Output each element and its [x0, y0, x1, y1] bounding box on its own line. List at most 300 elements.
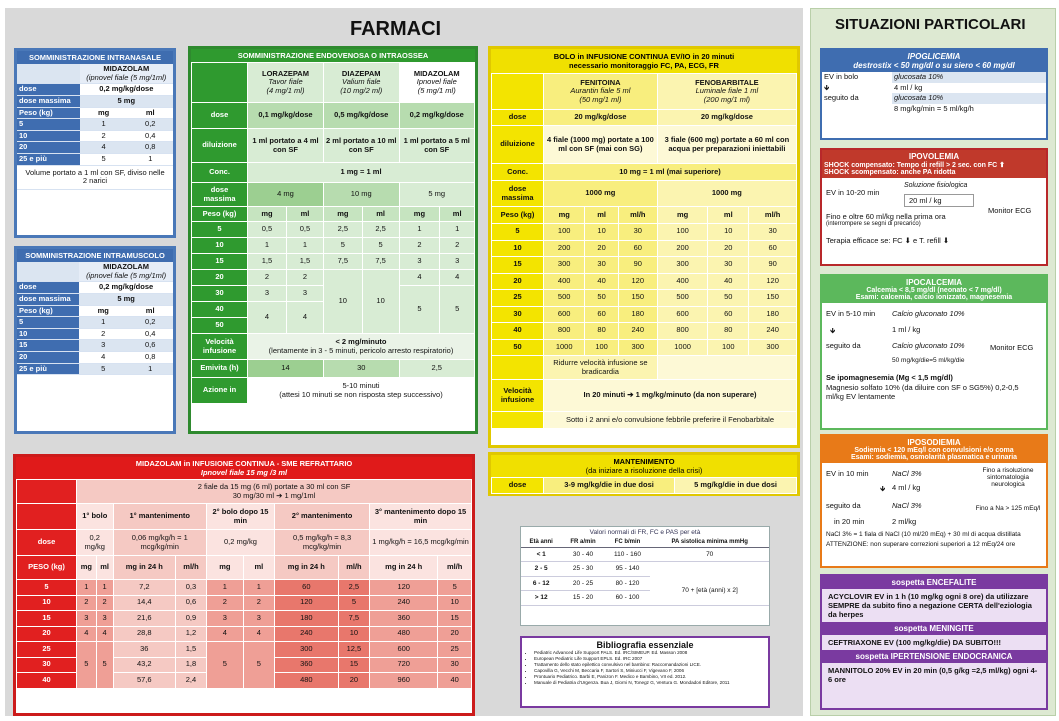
- prep-line: 2 fiale da 15 mg (6 ml) portate a 30 ml con SF: [197, 481, 351, 491]
- card-title: IPOVOLEMIA: [908, 152, 960, 161]
- table-cell: 600: [657, 306, 708, 323]
- hypoglycemia-table: [822, 72, 1046, 115]
- table-cell: 10: [323, 270, 362, 334]
- velocity-value: In 20 minuti ➔ 1 mg/kg/minuto (da non superare): [544, 380, 797, 412]
- table-cell: > 12: [521, 591, 561, 605]
- phase-header: 3° mantenimento dopo 15 min: [370, 504, 472, 530]
- col-header: mg: [206, 556, 243, 580]
- card-line: SHOCK compensato: Tempo di refill > 2 sec. con FC ⬆: [824, 162, 1005, 169]
- dilution-value: 1 ml portato a 4 ml con SF: [248, 129, 324, 163]
- bolus-note: Sotto i 2 anni e/o convulsione febbrile preferire il Fenobarbitale: [544, 412, 797, 429]
- table-cell: 1: [127, 363, 173, 375]
- table-cell: 40: [708, 273, 749, 290]
- table-cell: 1: [96, 580, 113, 596]
- table-cell: 3: [286, 286, 323, 302]
- table-cell: 30: [17, 657, 77, 673]
- dilution-label: diluizione: [492, 126, 544, 164]
- step-value: 8 mg/kg/min = 5 ml/kg/h: [894, 103, 974, 113]
- arrow-down-icon: 🡻: [880, 484, 886, 493]
- table-cell: 0,9: [176, 611, 207, 627]
- table-cell: 25 - 30: [561, 562, 604, 576]
- table-cell: 50: [192, 318, 248, 334]
- table-cell: 10: [17, 595, 77, 611]
- dose-value: 0,1 mg/kg/dose: [248, 103, 324, 129]
- dose-value: 3-9 mg/kg/die in due dosi: [544, 478, 675, 494]
- iv-box: [188, 46, 478, 434]
- table-cell: 5: [17, 119, 80, 131]
- table-cell: 1: [128, 154, 173, 166]
- table-cell: 2,4: [176, 673, 207, 689]
- table-cell: 480: [370, 626, 438, 642]
- table-cell: 5: [206, 642, 243, 689]
- step-value: NaCl 3%: [892, 469, 922, 478]
- table-cell: 5: [440, 286, 475, 334]
- table-cell: 20: [708, 240, 749, 257]
- table-cell: 2: [80, 130, 128, 142]
- bolus-subtitle: necessario monitoraggio FC, PA, ECG, FR: [569, 61, 719, 70]
- table-cell: 60: [275, 580, 339, 596]
- card-title: IPOCALCEMIA: [906, 278, 962, 287]
- step-value: 50 mg/kg/die=5 ml/kg/die: [892, 357, 965, 364]
- dose-value: 0,2 mg/kg: [206, 530, 274, 556]
- dose-value: 20 mg/kg/dose: [657, 110, 796, 126]
- table-cell: 2: [399, 238, 440, 254]
- table-cell: 0,4: [128, 130, 173, 142]
- table-cell: 5: [399, 286, 440, 334]
- table-cell: 360: [275, 657, 339, 673]
- table-cell: 180: [749, 306, 797, 323]
- bolus-box: [488, 46, 800, 448]
- table-cell: 40: [492, 323, 544, 340]
- dose-label: dose: [492, 110, 544, 126]
- table-cell: 60: [749, 240, 797, 257]
- table-cell: 30: [192, 286, 248, 302]
- condition-note: Fino a Na > 125 mEq/l: [975, 505, 1041, 512]
- dose-value: 5 mg/kg/die in due dosi: [675, 478, 797, 494]
- table-cell: 1: [206, 580, 243, 596]
- hypocalcemia-card: [820, 274, 1048, 430]
- max-value: 1000 mg: [544, 181, 658, 207]
- table-cell: 0,6: [176, 595, 207, 611]
- card-note: Se ipomagnesemia (Mg < 1,5 mg/dl): [826, 373, 953, 382]
- table-cell: 3: [77, 611, 97, 627]
- table-cell: 10: [17, 328, 79, 340]
- table-cell: 57,6: [113, 673, 176, 689]
- half-life-value: 2,5: [399, 360, 474, 378]
- arrow-down-icon: 🡻: [830, 326, 836, 335]
- table-cell: 20: [438, 626, 472, 642]
- table-cell: 40: [585, 273, 618, 290]
- dose-value: 0,2 mg/kg/dose: [79, 282, 173, 294]
- table-cell: 0,2: [128, 119, 173, 131]
- table-cell: 5: [338, 595, 369, 611]
- bibliography-item: • European Pediatric Life Support EPLS. Ed. IRC 2007: [534, 656, 764, 662]
- table-cell: 80: [585, 323, 618, 340]
- table-cell: 15: [338, 657, 369, 673]
- table-cell: 21,6: [113, 611, 176, 627]
- table-cell: 30: [708, 257, 749, 274]
- table-cell: 25: [492, 290, 544, 307]
- step-value: glucosata 10%: [892, 72, 1046, 83]
- drug-sub: Valium fiale: [341, 77, 381, 87]
- card-text: CEFTRIAXONE EV (100 mg/kg/die) DA SUBITO!!!: [828, 638, 1001, 647]
- card-line: Calcemia < 8,5 mg/dl (neonato < 7 mg/dl): [866, 287, 1002, 294]
- infusion-title: MIDAZOLAM in INFUSIONE CONTINUA - SME REFRATTARIO: [135, 459, 353, 468]
- table-cell: 28,8: [113, 626, 176, 642]
- step-value: glucosata 10%: [892, 93, 1046, 104]
- table-cell: 3: [79, 340, 127, 352]
- table-cell: 60 - 100: [605, 591, 651, 605]
- card-text: MANNITOLO 20% EV in 20 min (0,5 g/kg =2,5 ml/kg) ogni 4-6 ore: [828, 666, 1038, 684]
- table-cell: 800: [544, 323, 585, 340]
- table-cell: 25 e più: [17, 363, 79, 375]
- table-cell: 1: [80, 119, 128, 131]
- table-cell: 20: [338, 673, 369, 689]
- phase-header: 1° bolo: [77, 504, 114, 530]
- max-value: 10 mg: [323, 183, 399, 207]
- table-cell: 50: [585, 290, 618, 307]
- table-cell: 960: [370, 673, 438, 689]
- table-cell: 60: [618, 240, 657, 257]
- table-cell: 20: [192, 270, 248, 286]
- step-note: Terapia efficace se: FC ⬇ e T. refill ⬇: [826, 236, 950, 245]
- table-cell: 2: [286, 270, 323, 286]
- conc-label: Conc.: [492, 164, 544, 181]
- table-cell: 30: [492, 306, 544, 323]
- midazolam-infusion-box: [13, 454, 475, 716]
- page-title: FARMACI: [350, 18, 442, 40]
- col-header: ml/h: [438, 556, 472, 580]
- drug-name: FENITOINA: [580, 77, 621, 87]
- table-cell: 15 - 20: [561, 591, 604, 605]
- table-cell: 30: [585, 257, 618, 274]
- hyponatremia-card: [820, 434, 1048, 568]
- col-header: PA sistolica minima mmHg: [650, 538, 769, 547]
- drug-sub: (ipnovel fiale (5 mg/1ml): [86, 270, 167, 280]
- dose-value: 0,5 mg/kg/dose: [323, 103, 399, 129]
- drug-sub: Luminale fiale 1 ml: [695, 86, 759, 96]
- col-header: ml/h: [338, 556, 369, 580]
- table-cell: 0,4: [127, 328, 173, 340]
- table-cell: 3: [440, 254, 475, 270]
- col-header: Età anni: [521, 538, 561, 547]
- table-cell: 2: [206, 595, 243, 611]
- table-cell: 120: [275, 595, 339, 611]
- table-cell: 70: [650, 547, 769, 561]
- table-cell: 1: [440, 222, 475, 238]
- table-cell: 800: [657, 323, 708, 340]
- table-cell: 1000: [544, 339, 585, 356]
- table-cell: 5: [438, 580, 472, 596]
- col-header: ml: [243, 556, 274, 580]
- table-cell: 15: [17, 611, 77, 627]
- intranasal-box: [14, 48, 176, 238]
- table-cell: 4: [80, 142, 128, 154]
- table-cell: 110 - 160: [605, 547, 651, 561]
- table-cell: 0,8: [127, 352, 173, 364]
- table-cell: 1: [79, 317, 127, 329]
- table-cell: 20: [492, 273, 544, 290]
- conc-value: 1 mg = 1 ml: [248, 163, 475, 183]
- dose-value: 0,06 mg/kg/h = 1 mcg/kg/min: [113, 530, 206, 556]
- card-note: ATTENZIONE: non superare correzioni superiori a 12 mEq/24 ore: [826, 541, 1016, 548]
- maintenance-subtitle: (da iniziare a risoluzione della crisi): [585, 466, 703, 475]
- conc-value: 10 mg = 1 ml (mai superiore): [544, 164, 797, 181]
- card-line: Esami: sodiemia, osmolarità plasmatica e urinaria: [850, 454, 1018, 461]
- condition-note: Fino a risoluzione sintomatologia neurologica: [982, 467, 1034, 488]
- maintenance-box: [488, 452, 800, 496]
- dilution-value: 3 fiale (600 mg) portate a 60 ml con acqua per preparazioni iniettabili: [657, 126, 796, 164]
- table-cell: 3: [96, 611, 113, 627]
- step-value: 2 ml/kg: [892, 517, 917, 526]
- table-cell: 4: [440, 270, 475, 286]
- table-cell: 20: [17, 626, 77, 642]
- col-header: mg in 24 h: [113, 556, 176, 580]
- table-cell: 7,2: [113, 580, 176, 596]
- dose-label: dose: [17, 530, 77, 556]
- table-cell: 5: [96, 642, 113, 689]
- table-cell: 4: [286, 302, 323, 334]
- intramuscular-box: [14, 246, 176, 434]
- intranasal-table: [17, 64, 173, 190]
- col-header: mg: [399, 207, 440, 222]
- bibliography-item: • Trattamento dello stato epilettico convulsivo nel bambino: Raccomandazioni LICE.: [534, 662, 764, 668]
- card-line: Esami: calcemia, calcio ionizzato, magnesemia: [855, 294, 1013, 301]
- table-cell: 200: [657, 240, 708, 257]
- table-cell: 7,5: [338, 611, 369, 627]
- table-cell: 180: [618, 306, 657, 323]
- hypovolemia-card: [820, 148, 1048, 266]
- table-cell: 5: [80, 154, 128, 166]
- col-header: ml: [708, 207, 749, 224]
- drug-sub: (10 mg/2 ml): [340, 85, 383, 95]
- velocity-label: Velocità infusione: [192, 334, 248, 360]
- card-title: IPOGLICEMIA: [907, 52, 961, 61]
- col-header: ml: [96, 556, 113, 580]
- table-cell: 25: [17, 642, 77, 658]
- table-cell: 3: [399, 254, 440, 270]
- hypoglycemia-card: [820, 48, 1048, 140]
- col-header: Peso (kg): [192, 207, 248, 222]
- bibliography-item: • Pediatric Advanced Life Support PALS. Ed. IRC/SIMEUP. Ed. Masson 2008: [534, 650, 764, 656]
- col-header: mg: [657, 207, 708, 224]
- table-cell: 3: [248, 286, 287, 302]
- step-value: NaCl 3%: [892, 501, 922, 510]
- table-cell: 5: [362, 238, 399, 254]
- col-header: ml: [362, 207, 399, 222]
- table-cell: 7,5: [323, 254, 362, 270]
- table-cell: 300: [657, 257, 708, 274]
- action-label: Azione in: [192, 378, 248, 404]
- col-header: mg: [77, 556, 97, 580]
- step-label: in 20 min: [834, 517, 865, 526]
- step-note: (interrompere se segni di precarico): [826, 221, 921, 227]
- max-value: 5 mg: [79, 293, 173, 305]
- table-cell: 100: [544, 224, 585, 241]
- table-cell: 2,5: [362, 222, 399, 238]
- table-cell: 400: [657, 273, 708, 290]
- bradycardia-note: Ridurre velocità infusione se bradicardia: [544, 356, 658, 380]
- table-cell: 60: [708, 306, 749, 323]
- maintenance-title: MANTENIMENTO: [613, 457, 675, 466]
- step-value: 20 ml / kg: [904, 194, 974, 207]
- col-header: mg: [79, 305, 127, 317]
- table-cell: 0,5: [248, 222, 287, 238]
- table-cell: 4: [243, 626, 274, 642]
- max-value: 1000 mg: [657, 181, 796, 207]
- table-cell: 5: [323, 238, 362, 254]
- step-note: Fino e oltre 60 ml/kg nella prima ora: [826, 212, 946, 221]
- table-cell: 480: [275, 673, 339, 689]
- side-title: SITUAZIONI PARTICOLARI: [835, 16, 1026, 33]
- table-cell: 2: [77, 595, 97, 611]
- table-cell: 10: [17, 130, 80, 142]
- prep-line: 30 mg/30 ml ➔ 1 mg/1ml: [232, 490, 316, 500]
- col-header: ml: [127, 305, 173, 317]
- action-value: 5-10 minuti: [342, 380, 380, 390]
- table-cell: 300: [544, 257, 585, 274]
- table-cell: 60: [585, 306, 618, 323]
- table-cell: 100: [585, 339, 618, 356]
- table-cell: 1: [243, 580, 274, 596]
- dose-value: 0,2 mg/kg: [77, 530, 114, 556]
- table-cell: 240: [275, 626, 339, 642]
- max-value: 5 mg: [80, 95, 173, 107]
- table-cell: 2: [440, 238, 475, 254]
- bibliography-box: [520, 636, 770, 708]
- step-label: seguito da: [826, 501, 861, 510]
- table-cell: 5: [192, 222, 248, 238]
- col-header: mg in 24 h: [370, 556, 438, 580]
- table-cell: 300: [618, 339, 657, 356]
- table-cell: 5: [243, 642, 274, 689]
- col-header: mg in 24 h: [275, 556, 339, 580]
- vitals-box: [520, 526, 770, 626]
- max-value: 4 mg: [248, 183, 324, 207]
- step-value: Soluzione fisiologica: [904, 182, 968, 189]
- step-value: Calcio gluconato 10%: [892, 341, 965, 350]
- card-note: NaCl 3% = 1 fiala di NaCl (10 ml/20 mEq) + 30 ml di acqua distillata: [826, 531, 1021, 538]
- velocity-label: Velocità infusione: [492, 380, 544, 412]
- card-note: Magnesio solfato 10% (da diluire con SF o SG5%) 0,2-0,5 ml/kg EV lentamente: [826, 383, 1019, 401]
- table-cell: 10: [362, 270, 399, 334]
- col-header: ml/h: [749, 207, 797, 224]
- table-cell: 10: [338, 626, 369, 642]
- dose-value: 20 mg/kg/dose: [544, 110, 658, 126]
- table-cell: 300: [749, 339, 797, 356]
- col-header: ml: [585, 207, 618, 224]
- dose-label: dose: [17, 282, 79, 294]
- bolus-table: [491, 73, 797, 429]
- drug-sub: (200 mg/1 ml): [703, 94, 751, 104]
- table-cell: 1: [286, 238, 323, 254]
- table-cell: 12,5: [338, 642, 369, 658]
- col-header: FC b/min: [605, 538, 651, 547]
- table-cell: 400: [544, 273, 585, 290]
- max-label: dose massima: [17, 293, 79, 305]
- table-cell: 20: [585, 240, 618, 257]
- table-cell: 40: [192, 302, 248, 318]
- step-label: seguito da: [824, 93, 859, 103]
- table-cell: 36: [113, 642, 176, 658]
- table-cell: 25 e più: [17, 154, 80, 166]
- table-cell: 15: [17, 340, 79, 352]
- step-value: 4 ml / kg: [892, 483, 921, 492]
- table-cell: 4: [248, 302, 287, 334]
- col-header: mg: [544, 207, 585, 224]
- table-cell: 4: [399, 270, 440, 286]
- table-cell: 4: [96, 626, 113, 642]
- table-cell: 70 + [età (anni) x 2]: [650, 576, 769, 605]
- table-cell: 1: [248, 238, 287, 254]
- table-cell: 2,5: [338, 580, 369, 596]
- table-cell: 240: [370, 595, 438, 611]
- table-cell: 600: [544, 306, 585, 323]
- dose-value: 0,2 mg/kg/dose: [399, 103, 474, 129]
- drug-name: MIDAZOLAM: [413, 68, 460, 78]
- table-cell: 15: [192, 254, 248, 270]
- table-cell: 90: [618, 257, 657, 274]
- col-header: mg: [323, 207, 362, 222]
- drug-name: DIAZEPAM: [341, 68, 381, 78]
- table-cell: 360: [370, 611, 438, 627]
- table-cell: 1: [399, 222, 440, 238]
- col-header: ml: [128, 107, 173, 119]
- card-title: sospetta MENINGITE: [822, 622, 1046, 635]
- phase-header: 2° bolo dopo 15 min: [206, 504, 274, 530]
- bibliography-item: • Manuale di Pediatria d'Urgenza. Bua J, Giorni N, Tonegz G, Ventura G. Mondadori Editore, 2011: [534, 680, 764, 686]
- col-header: ml: [440, 207, 475, 222]
- table-cell: 2: [248, 270, 287, 286]
- vitals-table: [521, 538, 769, 606]
- drug-name: MIDAZOLAM: [103, 262, 149, 271]
- table-cell: 6 - 12: [521, 576, 561, 590]
- table-cell: 15: [438, 611, 472, 627]
- step-label: EV in 10 min: [826, 469, 869, 478]
- dilution-value: 4 fiale (1000 mg) portate a 100 ml con SF (mai con SG): [544, 126, 658, 164]
- table-cell: 20: [17, 142, 80, 154]
- phase-header: 1° mantenimento: [113, 504, 206, 530]
- intramuscular-title: SOMMINISTRAZIONE INTRAMUSCOLO: [17, 249, 173, 262]
- table-cell: 0,3: [176, 580, 207, 596]
- vitals-title: Valori normali di FR, FC e PAS per età: [589, 529, 701, 536]
- table-cell: 0,2: [127, 317, 173, 329]
- col-header: ml/h: [176, 556, 207, 580]
- table-cell: 240: [749, 323, 797, 340]
- bibliography-item: • Prontuario Pediatrico. Barbi E, Panizon F. Medico e Bambino, VII ed. 2012.: [534, 674, 764, 680]
- table-cell: 5: [17, 580, 77, 596]
- table-cell: 5: [17, 317, 79, 329]
- col-header: Peso (kg): [492, 207, 544, 224]
- half-life-label: Emivita (h): [192, 360, 248, 378]
- table-cell: 1,5: [176, 642, 207, 658]
- drug-sub: Aurantin fiale 5 ml: [570, 86, 631, 96]
- card-text: ACYCLOVIR EV in 1 h (10 mg/kg ogni 8 ore) da utilizzare SEMPRE da subito fino a negazione CERTA dell'eziologia da herpes: [828, 592, 1032, 619]
- max-label: dose massima: [192, 183, 248, 207]
- table-cell: 30: [618, 224, 657, 241]
- bolus-title: BOLO in INFUSIONE CONTINUA EV/IO in 20 minuti: [553, 52, 735, 61]
- table-cell: 120: [618, 273, 657, 290]
- table-cell: 1,5: [286, 254, 323, 270]
- action-note: (attesi 10 minuti se non risposta step successivo): [279, 389, 443, 399]
- table-cell: 43,2: [113, 657, 176, 673]
- card-title: sospetta IPERTENSIONE ENDOCRANICA: [822, 650, 1046, 663]
- conc-label: Conc.: [192, 163, 248, 183]
- table-cell: 720: [370, 657, 438, 673]
- table-cell: 90: [749, 257, 797, 274]
- table-cell: 10: [192, 238, 248, 254]
- table-cell: 3: [243, 611, 274, 627]
